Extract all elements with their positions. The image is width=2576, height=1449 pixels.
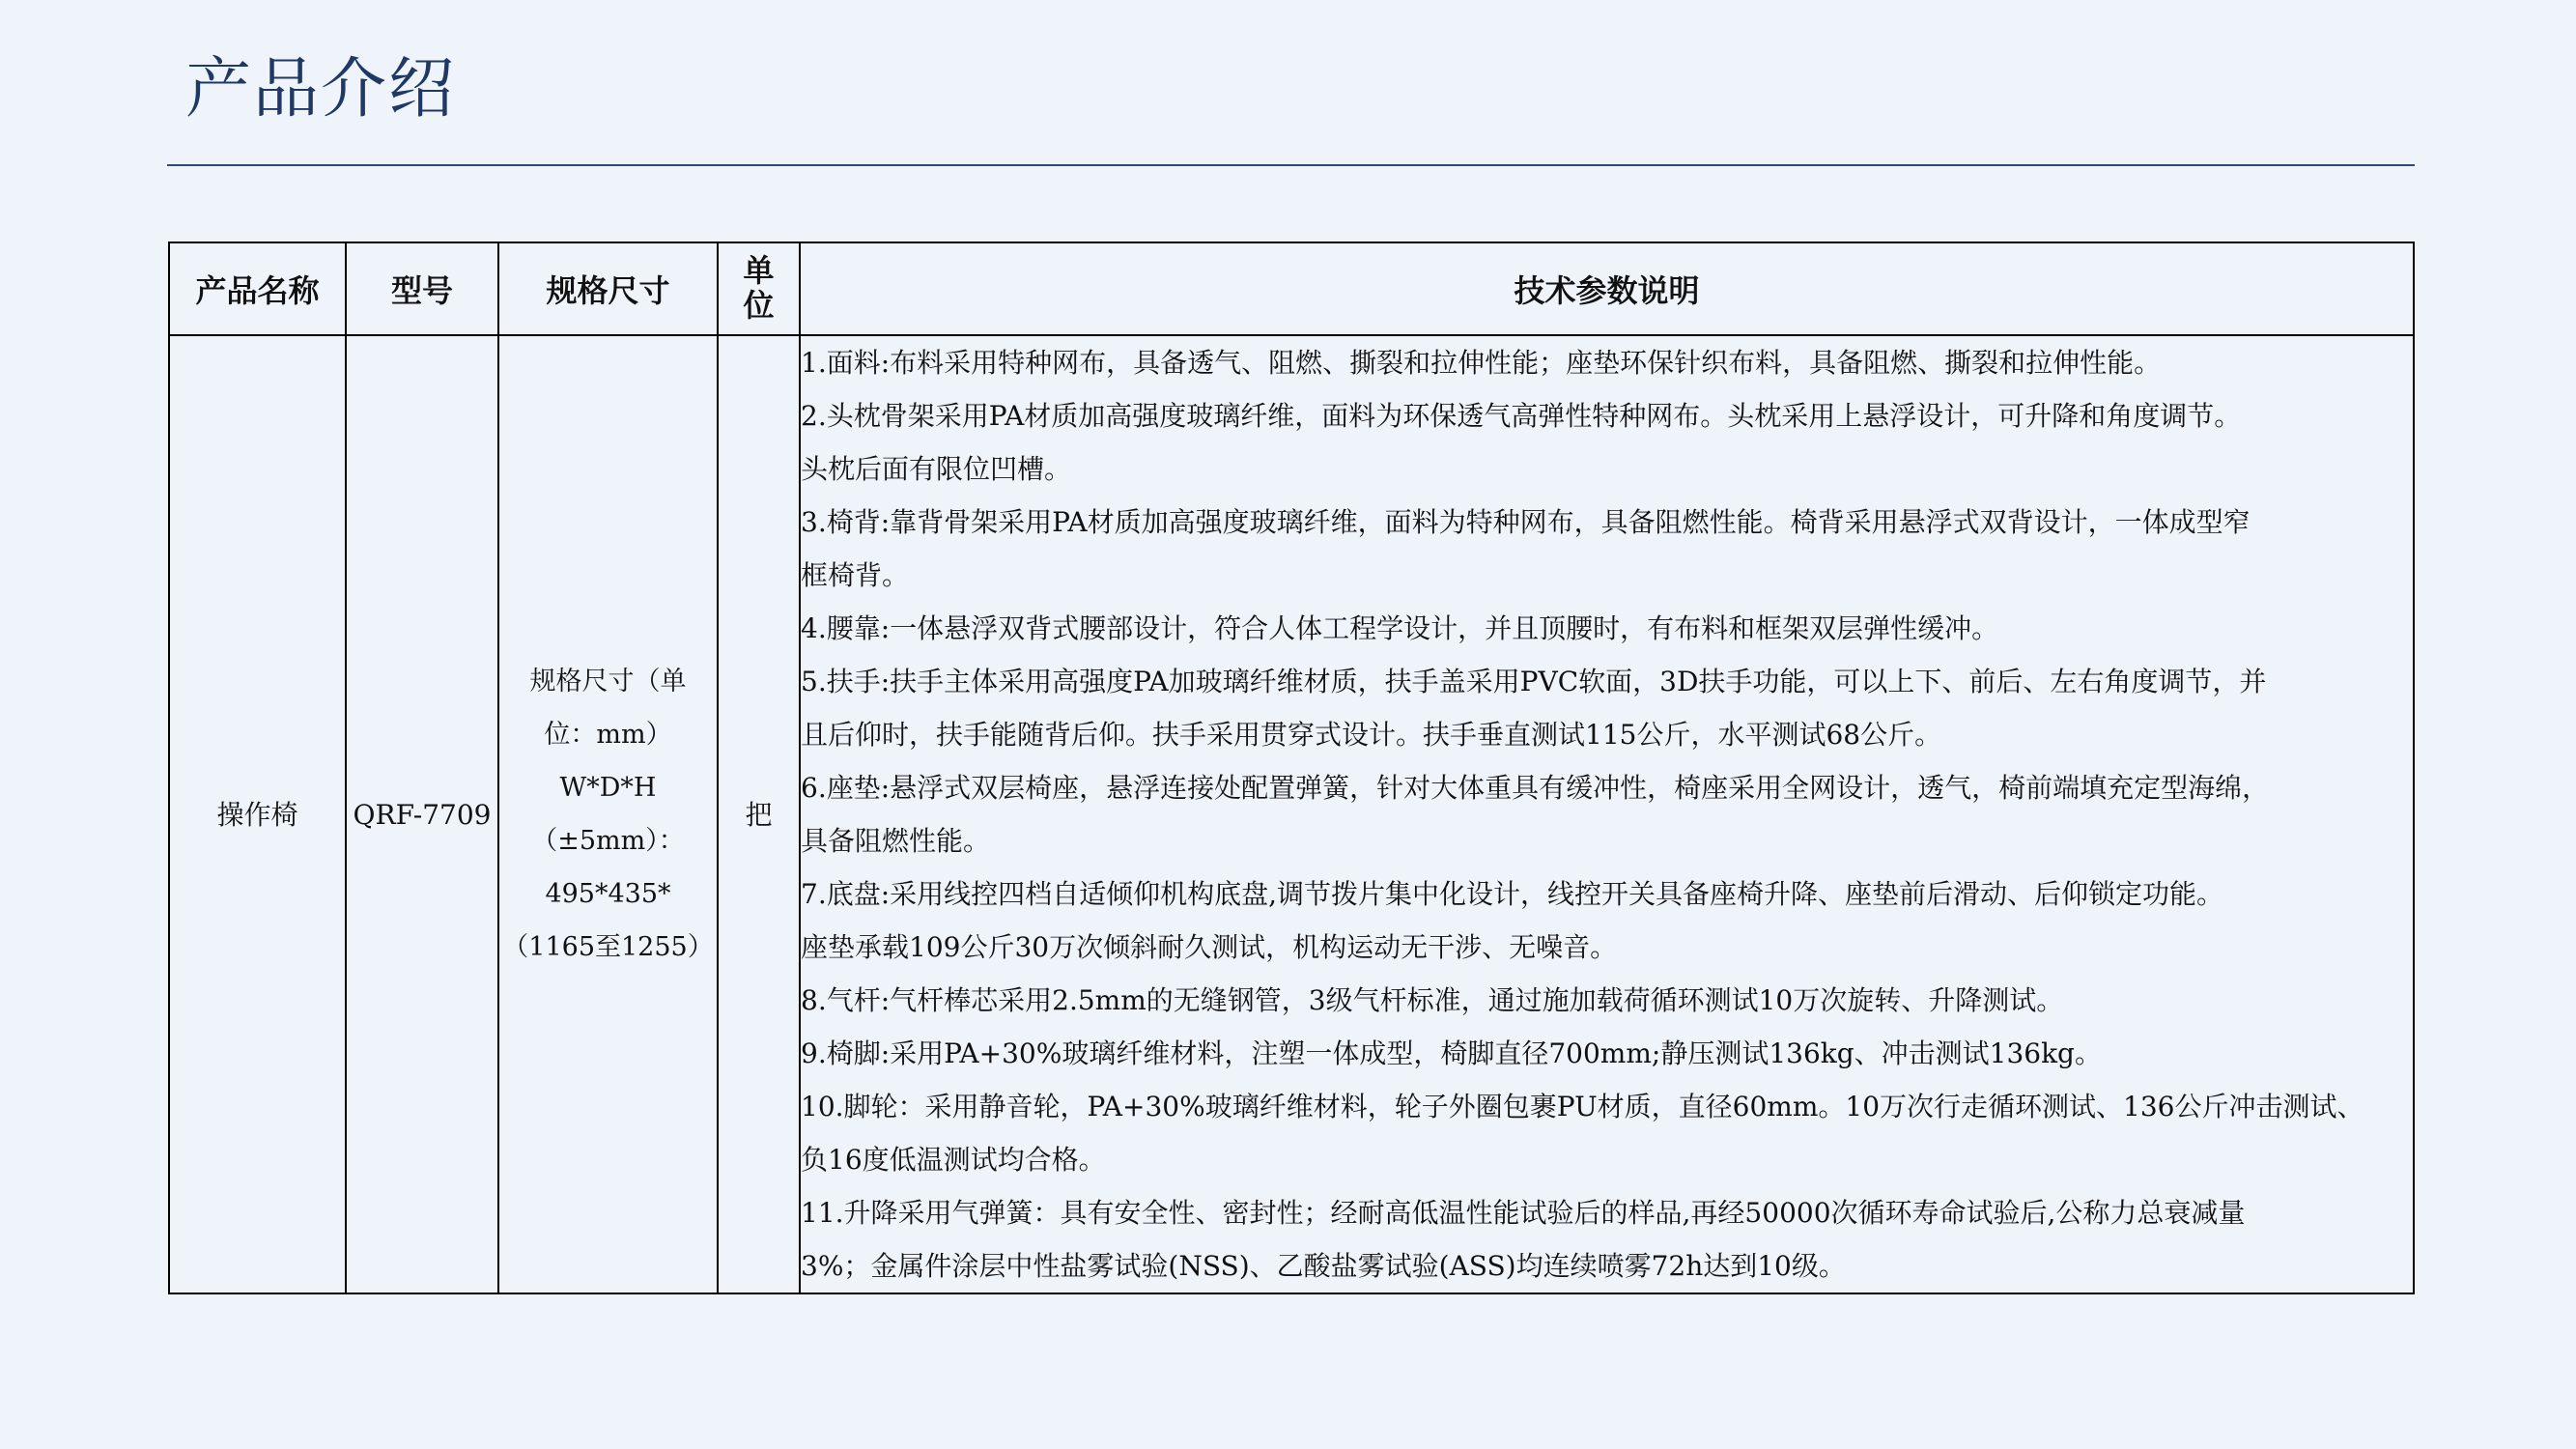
size-line: （±5mm）： [531,826,685,856]
product-spec-table [168,242,2415,1294]
desc-line: 3.椅背:靠背骨架采用PA材质加高强度玻璃纤维，面料为特种网布，具备阻燃性能。椅背采用悬浮式双背设计，一体成型窄 [801,506,2250,538]
desc-line: 9.椅脚:采用PA+30%玻璃纤维材料，注塑一体成型，椅脚直径700mm;静压测试136kg、冲击测试136kg。 [801,1037,2102,1069]
header-unit-text: 单 位 [743,252,775,324]
desc-line: 3%；金属件涂层中性盐雾试验(NSS)、乙酸盐雾试验(ASS)均连续喷雾72h达到10级。 [801,1250,1846,1282]
desc-line: 负16度低温测试均合格。 [801,1144,1106,1176]
desc-line: 具备阻燃性能。 [801,825,991,857]
desc-line: 5.扶手:扶手主体采用高强度PA加玻璃纤维材质，扶手盖采用PVC软面，3D扶手功能，可以上下、前后、左右角度调节，并 [801,666,2267,697]
header-description: 技术参数说明 [800,242,2414,335]
desc-line: 4.腰靠:一体悬浮双背式腰部设计，符合人体工程学设计，并且顶腰时，有布料和框架双层弹性缓冲。 [801,612,1999,644]
header-product-name: 产品名称 [169,242,346,335]
header-size: 规格尺寸 [498,242,718,335]
desc-line: 1.面料:布料采用特种网布，具备透气、阻燃、撕裂和拉伸性能；座垫环保针织布料，具备阻燃、撕裂和拉伸性能。 [801,347,2162,379]
desc-line: 2.头枕骨架采用PA材质加高强度玻璃纤维，面料为环保透气高弹性特种网布。头枕采用上悬浮设计，可升降和角度调节。 [801,400,2242,432]
desc-line: 10.脚轮：采用静音轮，PA+30%玻璃纤维材料，轮子外圈包裹PU材质，直径60mm。10万次行走循环测试、136公斤冲击测试、 [801,1091,2364,1122]
desc-line: 8.气杆:气杆棒芯采用2.5mm的无缝钢管，3级气杆标准，通过施加载荷循环测试10万次旋转、升降测试。 [801,984,2064,1016]
cell-model: QRF-7709 [346,335,498,1293]
desc-line: 头枕后面有限位凹槽。 [801,453,1072,485]
desc-line: 7.底盘:采用线控四档自适倾仰机构底盘,调节拨片集中化设计，线控开关具备座椅升降、座垫前后滑动、后仰锁定功能。 [801,878,2224,910]
header-unit [718,242,800,335]
size-line: （1165至1255） [502,932,714,962]
desc-line: 座垫承载109公斤30万次倾斜耐久测试，机构运动无干涉、无噪音。 [801,931,1618,963]
cell-product-name: 操作椅 [169,335,346,1293]
cell-size [498,335,718,1293]
desc-line: 11.升降采用气弹簧：具有安全性、密封性；经耐高低温性能试验后的样品,再经50000次循环寿命试验后,公称力总衰减量 [801,1197,2246,1229]
table-row [169,335,2414,1293]
cell-unit: 把 [718,335,800,1293]
size-line: 规格尺寸（单 [529,667,687,696]
desc-line: 且后仰时，扶手能随背后仰。扶手采用贯穿式设计。扶手垂直测试115公斤，水平测试68公斤。 [801,719,1942,751]
table-header-row [169,242,2414,335]
cell-description [800,335,2414,1293]
size-line: W*D*H [559,773,657,803]
header-model: 型号 [346,242,498,335]
size-line: 位：mm） [544,720,672,750]
page-title: 产品介绍 [185,51,457,128]
size-line: 495*435* [545,879,671,909]
desc-line: 6.座垫:悬浮式双层椅座，悬浮连接处配置弹簧，针对大体重具有缓冲性，椅座采用全网设计，透气，椅前端填充定型海绵， [801,772,2270,804]
desc-line: 框椅背。 [801,559,910,591]
title-divider [167,164,2415,166]
